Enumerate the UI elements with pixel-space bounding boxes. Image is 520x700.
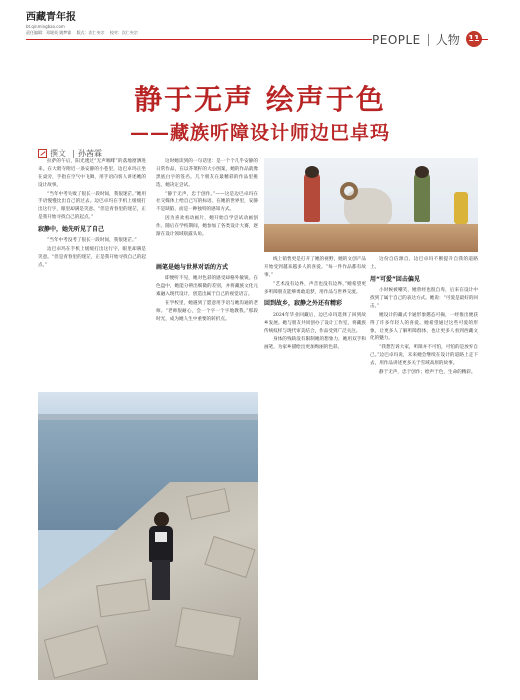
paragraph: “静于无声，忠于创作。”——这是边巴卓玛在社交媒体上给自己写的标语。在她的世界里，安静不是缺陷，而是一种独特的感知方式。 (156, 191, 258, 213)
paragraph: 即便听不见，她对色彩的感受却格外敏锐。在色盘中，她能分辨出细微的差别，并将藏族文化元素融入现代设计，创造出属于自己的视觉语言。 (156, 276, 258, 298)
paragraph: 线上销售更是打开了她的视野，她的文创产品开始受到越来越多人的喜爱。“每一件作品都有故事。” (264, 257, 366, 278)
paragraph: 在学校里，她遇到了愿意用手语与她沟通的老师。“老师很耐心，会一个字一个字地教我。”那段时光，成为她人生中重要的转折点。 (156, 300, 258, 322)
article-column-2 (156, 158, 258, 258)
paragraph: 因为喜欢看动画片，她开始自学尝试动画创作。随后在学校期间，她参加了各类设计大赛，逐渐在设计领域崭露头角。 (156, 216, 258, 238)
article-column-4 (370, 256, 478, 680)
editor-credits (26, 30, 142, 36)
paragraph: 边巴卓玛在手机上缓缓打出这行字，眼里却满是笑意。“但是青春里的迷茫，正是我开始寻找自己的起点。” (38, 247, 146, 269)
section-name-cn: 人物 (435, 33, 460, 47)
paragraph: 身体的残缺没有限制她的想象力，她用双手和画笔，为家乡描绘出更加绚丽的色彩。 (264, 337, 366, 351)
photo-sheep-artwork (264, 158, 478, 252)
pen-icon (38, 149, 47, 158)
newspaper-site: bt.qinmingbao.com (26, 24, 65, 29)
section-name-en: PEOPLE (372, 32, 421, 47)
credit-layout: 版式：次仁央宗 (76, 30, 105, 35)
section-heading: 寂静中，她先听见了自己 (38, 226, 105, 234)
byline-author: 孙茜霖 (78, 149, 102, 158)
paragraph: 小时候被嘲笑，她曾经也很自卑，后来在设计中找到了属于自己的表达方式。她说：“可爱是最好的回击。” (370, 288, 478, 309)
masthead (26, 8, 76, 29)
article-column-1 (38, 158, 146, 388)
section-heading: 回到故乡，寂静之外还有精彩 (264, 300, 343, 308)
byline-divider (73, 150, 74, 158)
paragraph: “我想告诉大家，听障并不可怕，可怕的是放弃自己。”边巴卓玛说，未来她会继续在设计的道路上走下去，用作品讲述更多关于雪域高原的故事。 (370, 345, 478, 367)
paragraph: “艺术没有边界，声音也没有边界。”她希望更多听障朋友能够勇敢追梦，用作品与世界交流。 (264, 281, 366, 295)
section-heading: 画笔是她与世界对话的方式 (156, 264, 229, 271)
paragraph: “当年中考没考了很长一段时间，我很迷茫。” (47, 238, 137, 244)
paragraph: 拉萨的午后，阳光透过“无声咖啡”的落地窗洒进来。在大昭寺附近一条安静的小巷里，边巴卓玛正坐在桌旁，手指在空气中飞舞，用手语向客人讲述她的设计故事。 (38, 159, 146, 188)
credit-editor: 责任编辑：邓媛英 姚梦霖 (26, 30, 72, 35)
paragraph: 她设计的藏式卡通形象憨态可掬，一经推出便获得了许多年轻人的喜爱。她希望通过这些可爱的形象，让更多人了解听障群体，也让更多人看到西藏文化的魅力。 (370, 312, 478, 342)
article-subheadline: ——藏族听障设计师边巴卓玛 (129, 122, 390, 144)
paragraph: 这份自信源自，边巴卓玛不断提升自我的道路上。 (370, 257, 478, 270)
header-rule (26, 39, 372, 40)
header-rule-right (468, 39, 488, 40)
photo-portrait-breakwater (38, 392, 258, 680)
byline-role: 撰文 (50, 149, 66, 158)
section-heading: 用“可爱”回击偏见 (370, 275, 420, 283)
credit-proof: 校对：次仁央宗 (109, 30, 138, 35)
article-headline: 静于无声 绘声于色 (134, 83, 386, 116)
paragraph: 静于无声，忠于创作；绘声于色，生命的精彩。 (379, 370, 476, 375)
section-divider (428, 34, 429, 46)
paragraph: 2024年毕业回藏后，边巴卓玛选择了回到故乡发展。她与朋友共同创办了设计工作室，将藏族传统纹样与现代审美结合，作品受到广泛关注。 (264, 312, 366, 334)
newspaper-name: 西藏青年报 (26, 12, 76, 23)
article-column-3 (264, 256, 366, 680)
paragraph: “当年中考失败了很长一段时间，我很迷茫。”她用手语慢慢比出自己的过去。边巴卓玛在手机上缓缓打出这行字，眼里却满是笑意。“但是青春里的迷茫，正是我开始寻找自己的起点。” (38, 191, 146, 221)
paragraph: 这时她读到的一句话里：是一个个几乎安静的日常作品，在以芥菜籽的大小图案，她的作品就像黑底白字的签名。几个朋友在最精彩的作品里挑选，她决定尝试。 (156, 159, 258, 188)
section-tag (372, 31, 460, 48)
